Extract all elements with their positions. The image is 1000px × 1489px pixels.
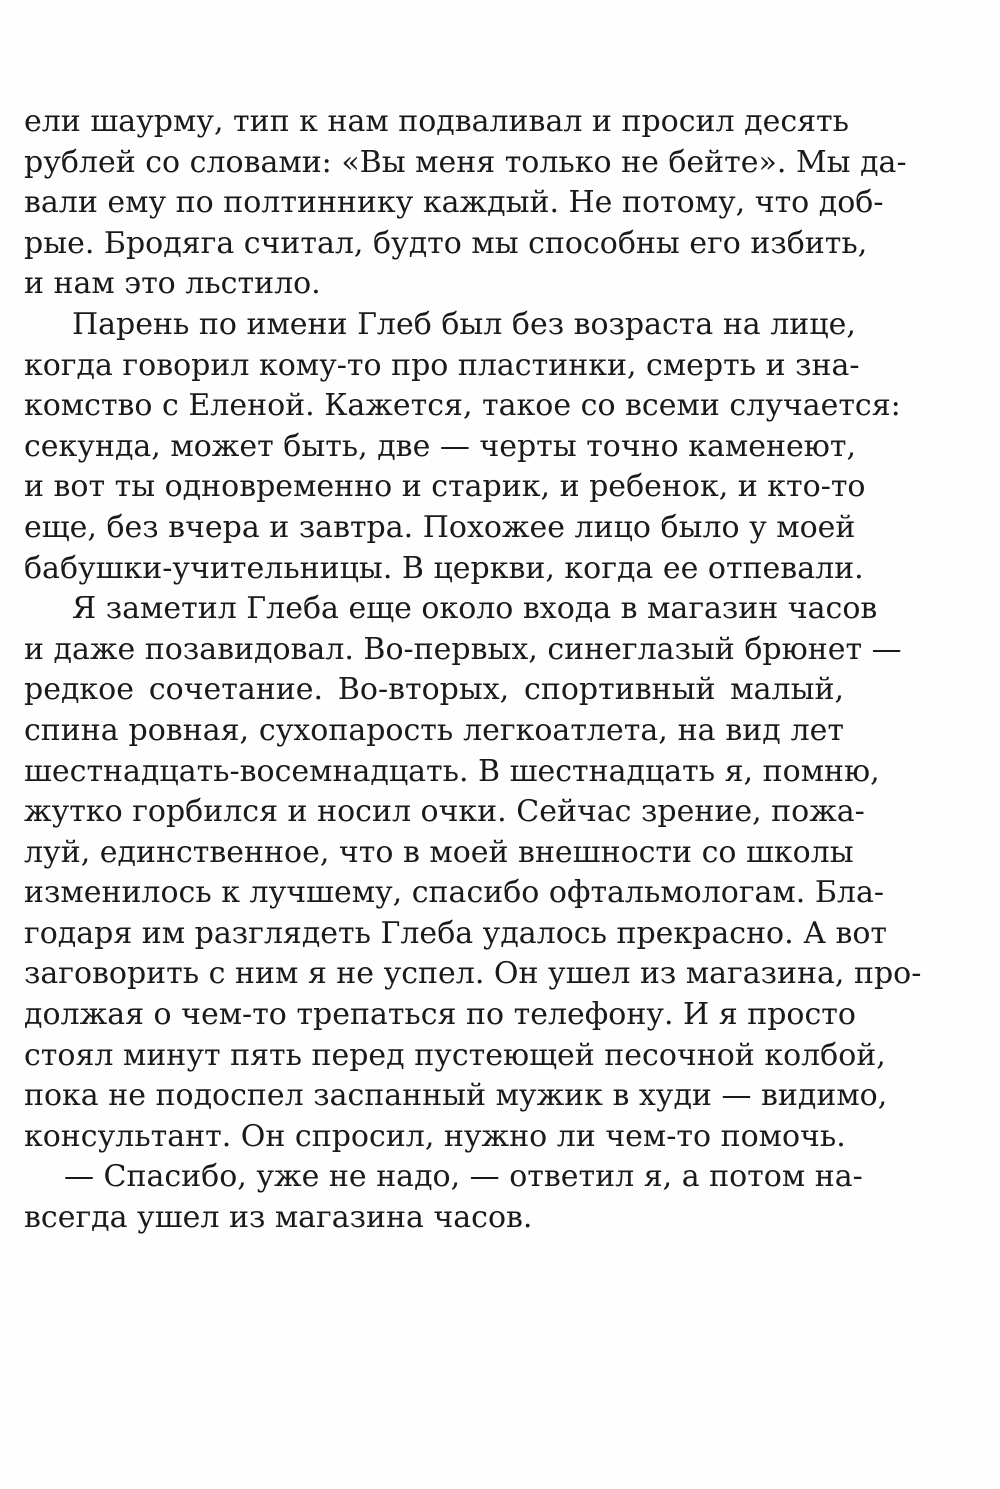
text-line: спина ровная, сухопарость легкоатлета, на вид лет — [24, 712, 844, 748]
text-line: комство с Еленой. Кажется, такое со всеми случается: — [24, 388, 901, 424]
text-line: луй, единственное, что в моей внешности со школы — [24, 834, 854, 870]
text-line: всегда ушел из магазина часов. — [24, 1200, 533, 1236]
text-line: шестнадцать-восемнадцать. В шестнадцать я, помню, — [24, 753, 880, 789]
text-line: и вот ты одновременно и старик, и ребенок, и кто-то — [24, 469, 866, 505]
text-line: пока не подоспел заспанный мужик в худи — видимо, — [24, 1078, 888, 1114]
text-line: и нам это льстило. — [24, 266, 321, 302]
text-line: вали ему по полтиннику каждый. Не потому, что доб- — [24, 185, 884, 221]
text-line: изменилось к лучшему, спасибо офтальмологам. Бла- — [24, 875, 884, 911]
text-line: ели шаурму, тип к нам подваливал и просил десять — [24, 104, 849, 139]
paragraph — [24, 1157, 863, 1238]
text-line: когда говорил кому-то про пластинки, смерть и зна- — [24, 347, 860, 383]
text-line: консультант. Он спросил, нужно ли чем-то помочь. — [24, 1118, 846, 1154]
text-line: редкое сочетание. Во-вторых, спортивный малый, — [24, 672, 844, 708]
text-line: бабушки-учительницы. В церкви, когда ее отпевали. — [24, 550, 864, 586]
text-line: еще, без вчера и завтра. Похожее лицо было у моей — [24, 509, 856, 545]
paragraph — [24, 305, 901, 589]
text-line: — Спасибо, уже не надо, — ответил я, а потом на- — [64, 1159, 863, 1195]
text-line: Парень по имени Глеб был без возраста на лице, — [72, 306, 856, 342]
paragraph — [24, 589, 922, 1157]
text-line: рые. Бродяга считал, будто мы способны его избить, — [24, 225, 868, 261]
text-line: секунда, может быть, две — черты точно каменеют, — [24, 428, 857, 464]
text-line: годаря им разглядеть Глеба удалось прекрасно. А вот — [24, 915, 887, 951]
text-line: рублей со словами: «Вы меня только не бейте». Мы да- — [24, 144, 907, 180]
text-line: должая о чем-то трепаться по телефону. И я просто — [24, 997, 856, 1033]
text-line: Я заметил Глеба еще около входа в магазин часов — [72, 591, 878, 627]
text-line: заговорить с ним я не успел. Он ушел из магазина, про- — [24, 956, 922, 992]
text-line: жутко горбился и носил очки. Сейчас зрение, пожа- — [24, 794, 865, 830]
text-line: и даже позавидовал. Во-первых, синеглазый брюнет — — [24, 631, 902, 667]
text-line: стоял минут пять перед пустеющей песочной колбой, — [24, 1037, 886, 1073]
paragraph — [24, 102, 907, 305]
body-text — [24, 102, 922, 1239]
